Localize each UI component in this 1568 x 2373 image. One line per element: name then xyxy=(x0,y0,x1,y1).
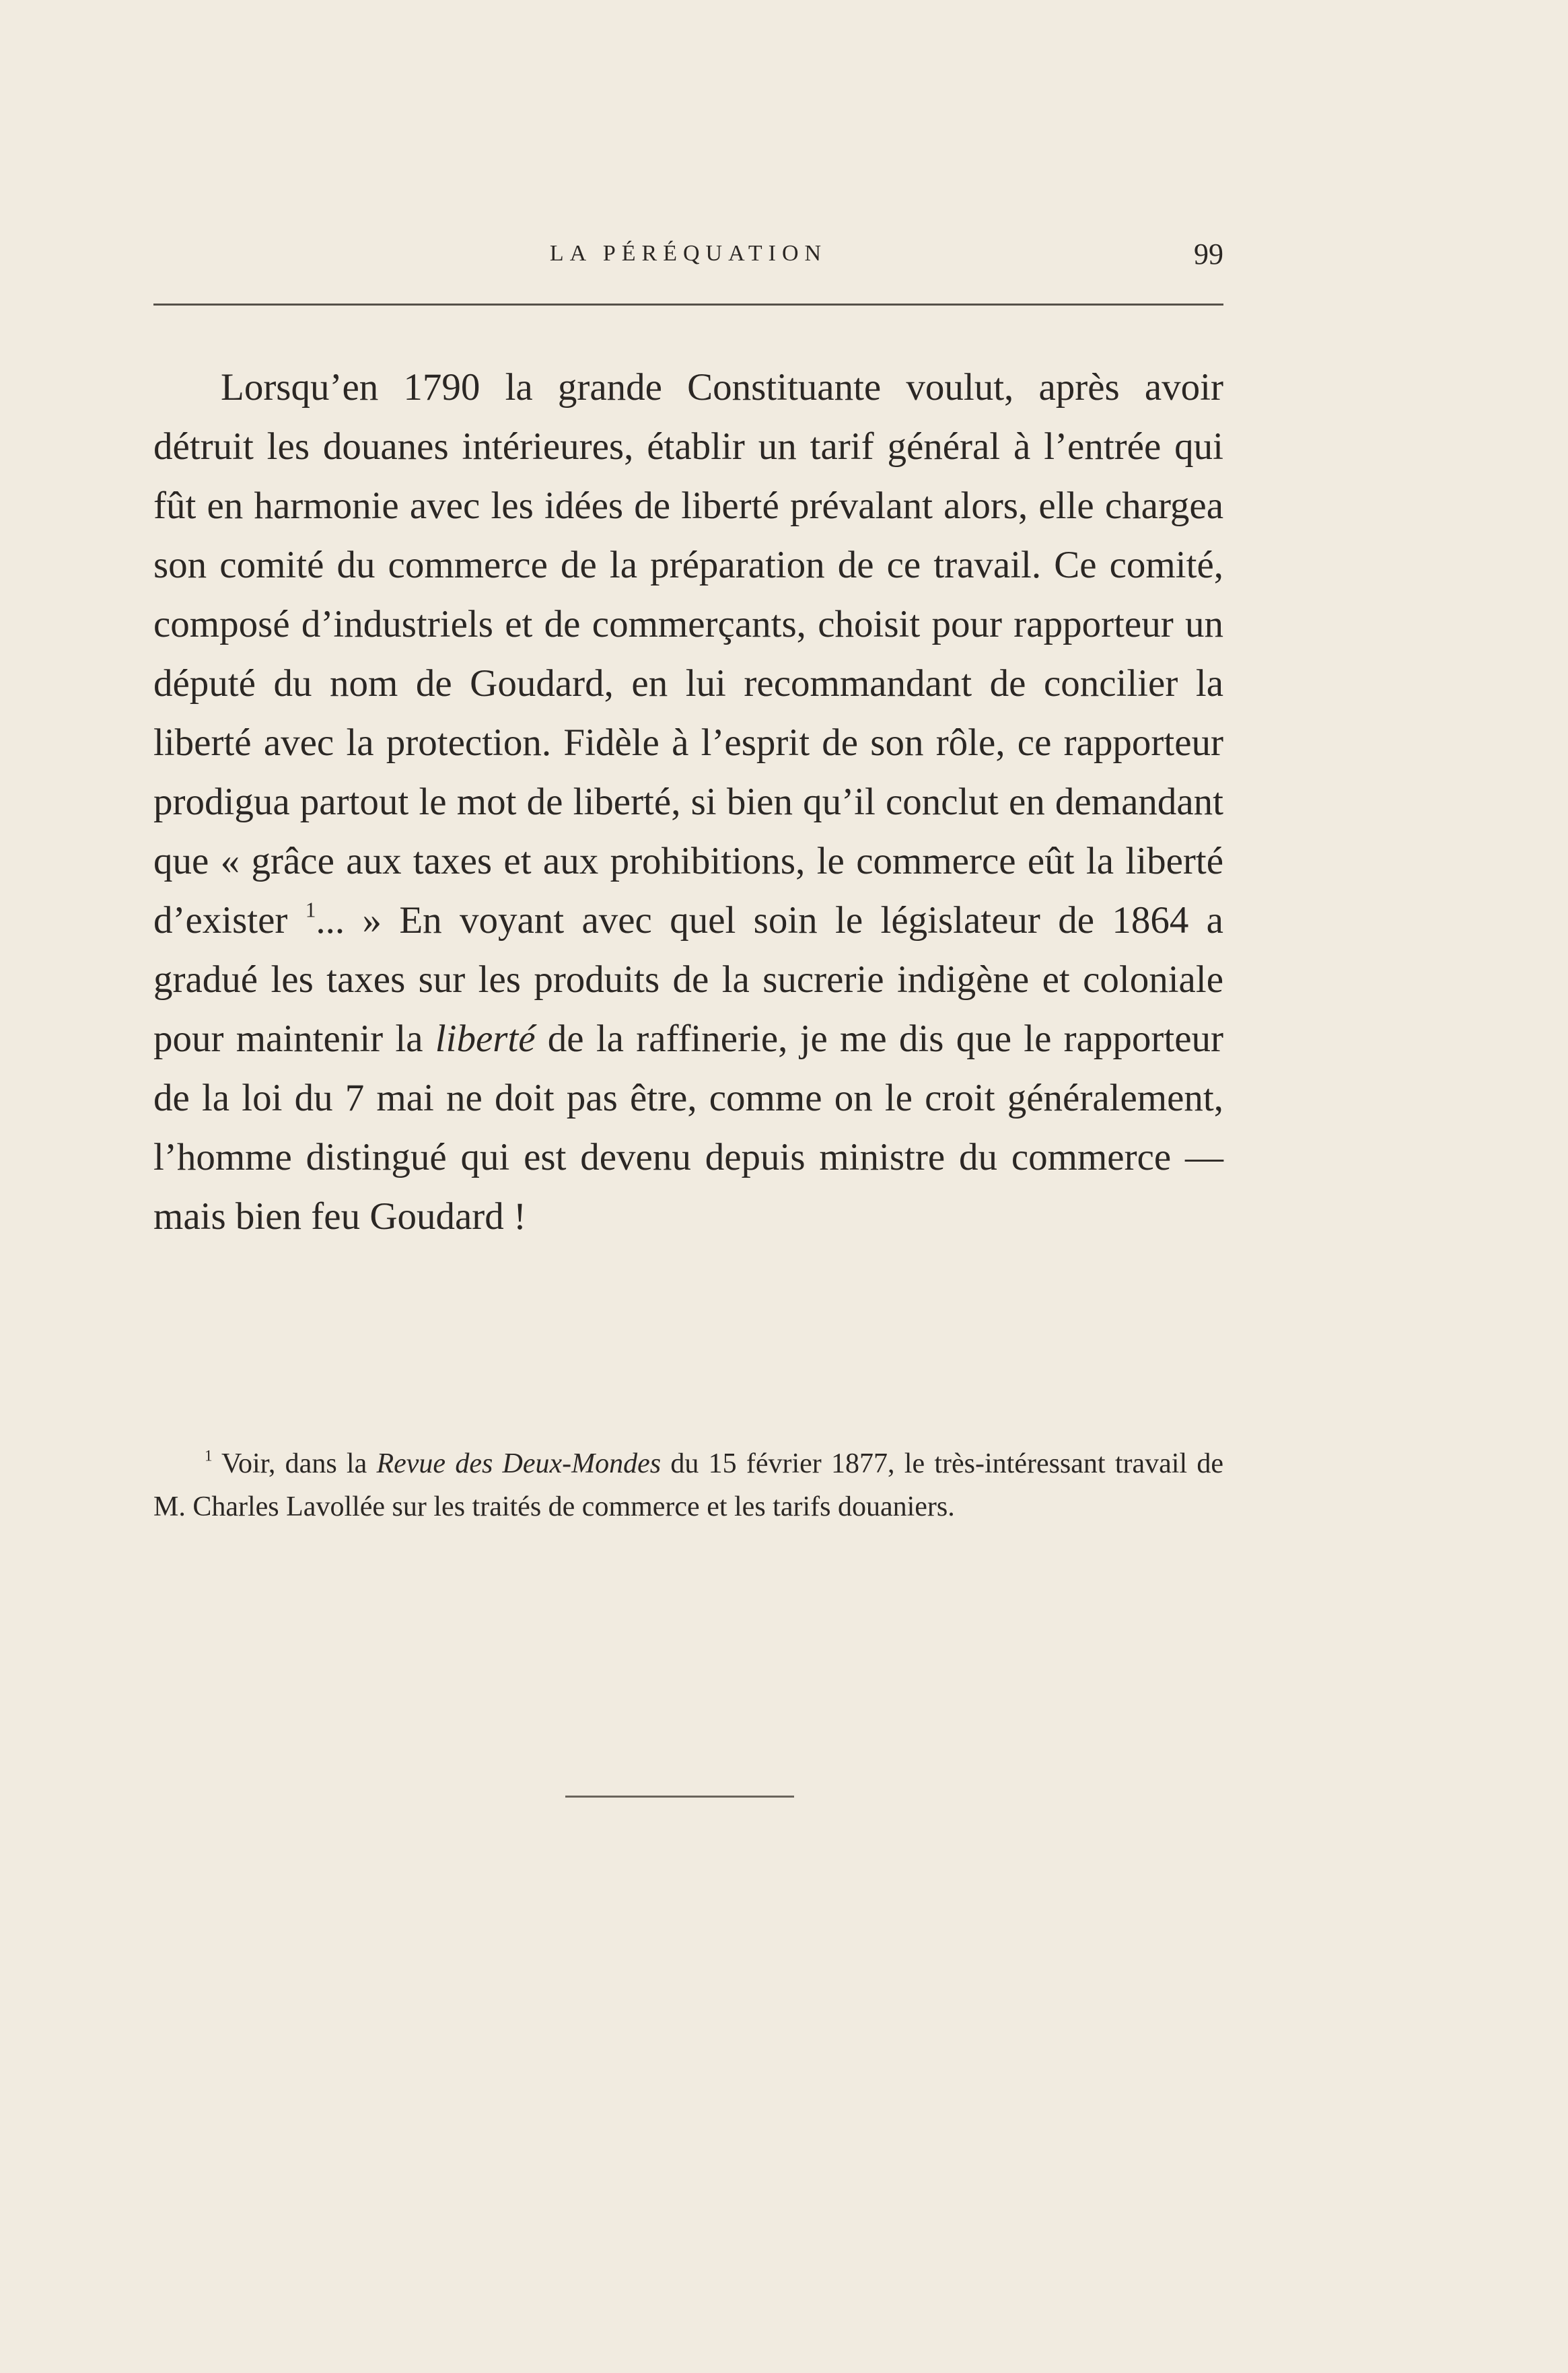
footnote-marker: 1 xyxy=(205,1446,213,1464)
footnote-text-1: Voir, dans la xyxy=(212,1448,377,1479)
paragraph-text-2: ... » En voyant avec quel soin le législateur de 1864 a gradué les taxes sur les produits de la sucrerie indigène et coloniale pour maintenir la xyxy=(153,899,1223,1060)
header-rule xyxy=(153,304,1223,306)
footnote-reference: 1 xyxy=(305,898,316,922)
paragraph-text-3: de la raffinerie, je me dis que le rapporteur de la loi du 7 mai ne doit pas être, comme on le croit généralement, l’homme distingué qui est devenu depuis ministre du commerce — mais bien feu Goudard ! xyxy=(153,1018,1223,1238)
end-rule xyxy=(565,1796,794,1798)
emphasized-word: liberté xyxy=(435,1018,536,1060)
footnote xyxy=(153,1442,1223,1528)
paragraph-text-1: Lorsqu’en 1790 la grande Constituante voulut, après avoir détruit les douanes intérieures, établir un tarif général à l’entrée qui fût en harmonie avec les idées de liberté prévalant alors, elle chargea son comité du commerce de la préparation de ce travail. Ce comité, composé d’industriels et de commerçants, choisit pour rapporteur un député du nom de Goudard, en lui recommandant de concilier la liberté avec la protection. Fidèle à l’esprit de son rôle, ce rapporteur prodigua partout le mot de liberté, si bien qu’il conclut en demandant que « grâce aux taxes et aux prohibitions, le commerce eût la liberté d’exister xyxy=(153,366,1223,942)
running-title: LA PÉRÉQUATION xyxy=(549,241,828,266)
running-head xyxy=(153,237,1223,277)
footnote-text-2: du 15 février 1877, le très-intéressant travail de M. Charles Lavollée sur les traités de commerce et les tarifs douaniers. xyxy=(153,1448,1223,1522)
page-number: 99 xyxy=(1194,238,1223,271)
footnote-journal-title: Revue des Deux-Mondes xyxy=(376,1448,662,1479)
main-paragraph xyxy=(153,358,1223,1246)
